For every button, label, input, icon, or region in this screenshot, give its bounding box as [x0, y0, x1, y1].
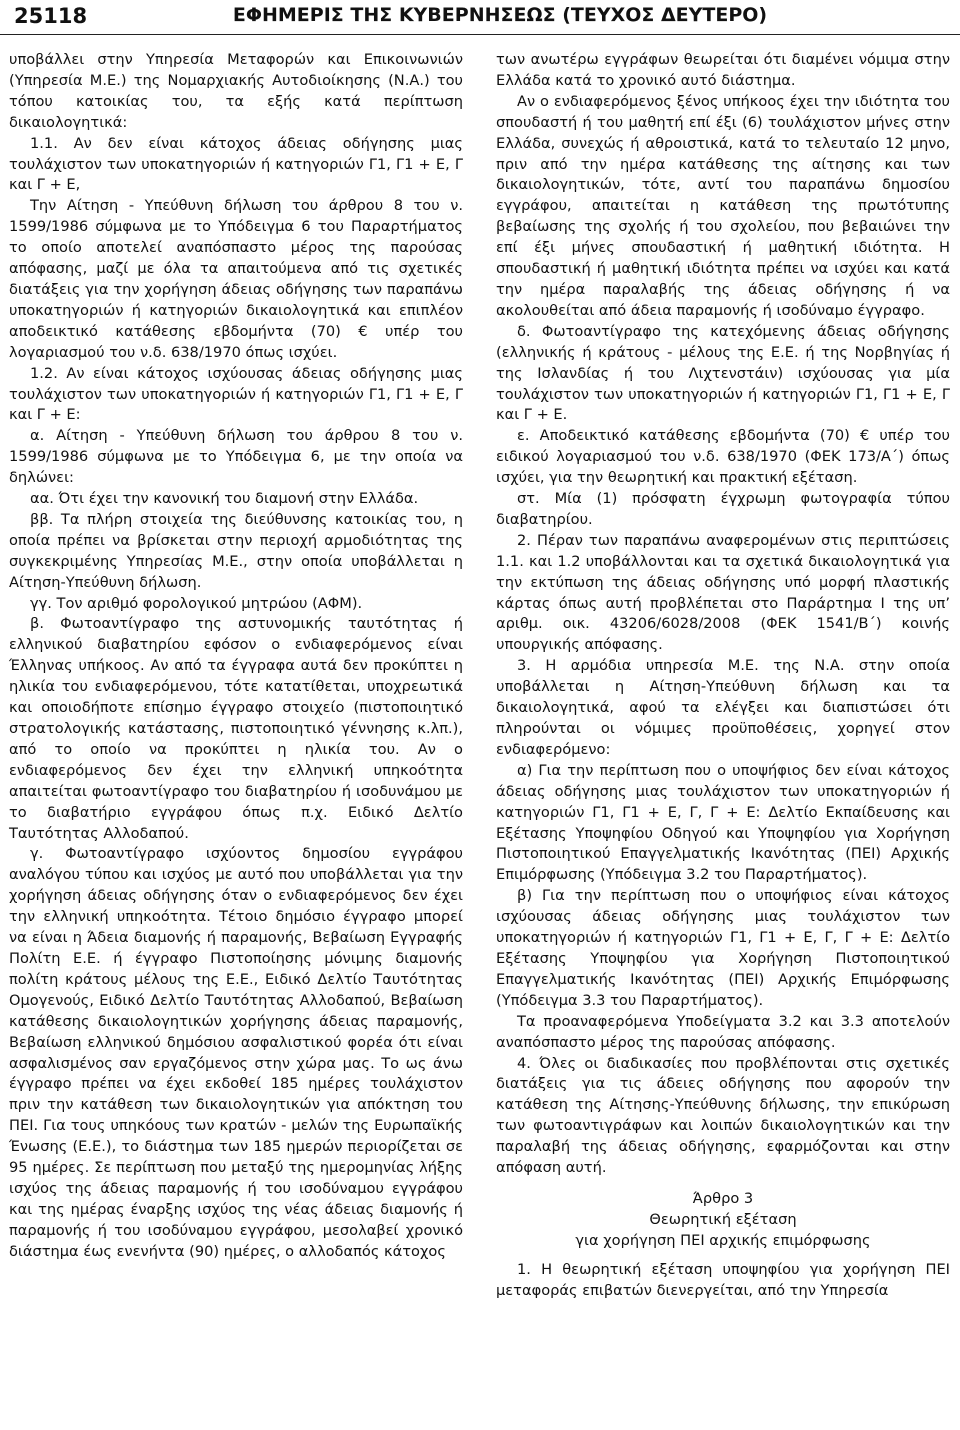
paragraph: 3. Η αρμόδια υπηρεσία Μ.Ε. της Ν.Α. στην οποία υποβάλλεται η Αίτηση-Υπεύθυνη δήλωση και τα δικαιολογητικά, αφού τα ελέγξει και διαπιστώσει ότι πληρούνται οι νόμιμες προϋποθέσεις, χορηγεί στον ενδιαφερόμενο:: [496, 657, 950, 758]
paragraph: δ. Φωτοαντίγραφο της κατεχόμενης άδειας οδήγησης (ελληνικής ή κράτους - μέλους της Ε.Ε. ή της Νορβηγίας ή της Ισλανδίας ή του Λιχτενστάιν) ισχύουσας για μία τουλάχιστον των υποκατηγοριών ή κατηγοριών Γ1, Γ1 + Ε, Γ και Γ + Ε.: [496, 322, 950, 424]
paragraph: Την Αίτηση - Υπεύθυνη δήλωση του άρθρου 8 του ν. 1599/1986 σύμφωνα με το Υπόδειγμα 6 του Παραρτήματος το οποίο αποτελεί αναπόσπαστο μέρος της παρούσας απόφασης, μαζί με όλα τα απαιτούμενα από τις σχετικές διατάξεις για την χορήγηση άδειας οδήγησης των παραπάνω υποκατηγοριών ή κατηγοριών δικαιολογητικά και επιπλέον αποδεικτικό κατάθεσης εβδομήντα (70) € υπέρ του λογαριασμού του ν.δ. 638/1970 όπως ισχύει.: [9, 197, 463, 361]
paragraph: 2. Πέραν των παραπάνω αναφερομένων στις περιπτώσεις 1.1. και 1.2 υποβάλλονται και τα σχετικά δικαιολογητικά για την εκτύπωση της άδειας οδήγησης υπό μορφή πλαστικής κάρτας όπως αυτή προβλέπεται στο Παράρτημα Ι της υπ’ αριθμ. οικ. 43206/6028/2008 (ΦΕΚ 1541/Β΄) κοινής υπουργικής απόφασης.: [496, 531, 950, 654]
paragraph: των ανωτέρω εγγράφων θεωρείται ότι διαμένει νόμιμα στην Ελλάδα κατά το χρονικό αυτό διάστημα.: [496, 51, 950, 89]
paragraph: 1.1. Αν δεν είναι κάτοχος άδειας οδήγησης μιας τουλάχιστον των υποκατηγοριών ή κατηγοριών Γ1, Γ1 + Ε, Γ και Γ + Ε,: [9, 134, 463, 194]
paragraph: β. Φωτοαντίγραφο της αστυνομικής ταυτότητας ή ελληνικού διαβατηρίου εφόσον ο ενδιαφερόμενος είναι Έλληνας υπήκοος. Αν από τα έγγραφα αυτά δεν προκύπτει η ηλικία του ενδιαφερόμενου, τότε κατατίθεται, υποχρεωτικά και οποιοδήποτε επίσημο έγγραφο στοιχείο (πιστοποιητικό στρατολογικής κατάστασης, πιστοποιητικό γέννησης κ.λπ.), από το οποίο να προκύπτει η ηλικία του. Αν ο ενδιαφερόμενος δεν έχει την ελληνική υπηκοότητα απαιτείται φωτοαντίγραφο του διαβατηρίου ή ισοδυνάμου με το διαβατήριο εγγράφου όπως π.χ. Ειδικό Δελτίο Ταυτότητας Αλλοδαπού.: [9, 615, 463, 842]
paragraph: ββ. Τα πλήρη στοιχεία της διεύθυνσης κατοικίας του, η οποία πρέπει να βρίσκεται στην περιοχή αρμοδιότητας της συγκεκριμένης Υπηρεσίας Μ.Ε., στην οποία υποβάλλεται η Αίτηση-Υπεύθυνη δήλωση.: [9, 510, 463, 591]
article-heading: [496, 1189, 950, 1252]
gazette-title: ΕΦΗΜΕΡΙΣ ΤΗΣ ΚΥΒΕΡΝΗΣΕΩΣ (ΤΕΥΧΟΣ ΔΕΥΤΕΡΟ): [232, 4, 768, 26]
paragraph: στ. Μία (1) πρόσφατη έγχρωμη φωτογραφία τύπου διαβατηρίου.: [496, 490, 950, 528]
paragraph: γ. Φωτοαντίγραφο ισχύοντος δημοσίου εγγράφου αναλόγου τύπου και ισχύος με αυτό που υποβάλλεται για την χορήγηση άδειας οδήγησης όταν ο ενδιαφερόμενος δεν έχει την ελληνική υπηκοότητα. Τέτοιο δημόσιο έγγραφο μπορεί να είναι η Άδεια διαμονής ή παραμονής, Βεβαίωση Εγγραφής Πολίτη Ε.Ε. ή έγγραφο Πιστοποίησης μόνιμης διαμονής πολίτη κράτους μέλους της Ε.Ε., Ειδικό Δελτίο Ταυτότητας Ομογενούς, Ειδικό Δελτίο Ταυτότητας Αλλοδαπού, Βεβαίωση κατάθεσης δικαιολογητικών χορήγησης άδειας παραμονής, Βεβαίωση ελληνικού δημόσιου ασφαλιστικού φορέα ότι είναι ασφαλισμένος σαν εργαζόμενος στην χώρα μας. Το ως άνω έγγραφο πρέπει να έχει εκδοθεί 185 ημέρες τουλάχιστον πριν την κατάθεση των δικαιολογητικών για απόκτηση του ΠΕΙ. Για τους υπηκόους των κρατών - μελών της Ευρωπαϊκής Ένωσης (Ε.Ε.), το διάστημα των 185 ημερών περιορίζεται σε 95 ημέρες. Σε περίπτωση που μεταξύ της ημερομηνίας λήξης ισχύος της άδειας παραμονής ή του ισοδύναμου εγγράφου και της ημέρας έναρξης ισχύος της νέας άδειας διαμονής ή παραμονής ή του ισοδύναμου εγγράφου, μεσολαβεί χρονικό διάστημα έως ενενήντα (90) ημέρες, ο αλλοδαπός κάτοχος: [9, 845, 463, 1260]
paragraph: β) Για την περίπτωση που ο υποψήφιος είναι κάτοχος ισχύουσας άδειας οδήγησης μιας τουλάχιστον των υποκατηγοριών ή κατηγοριών Γ1, Γ1 + Ε, Γ, Γ + Ε: Δελτίο Εξέτασης Υποψηφίου για Χορήγηση Πιστοποιητικού Επαγγελματικής Ικανότητας (ΠΕΙ) Αρχικής Επιμόρφωσης (Υπόδειγμα 3.3 του Παραρτήματος).: [496, 887, 950, 1009]
header-rule: [0, 34, 960, 35]
paragraph: αα. Ότι έχει την κανονική του διαμονή στην Ελλάδα.: [30, 490, 419, 508]
paragraph: Αν ο ενδιαφερόμενος ξένος υπήκοος έχει την ιδιότητα του σπουδαστή ή του μαθητή επί έξι (6) τουλάχιστον μήνες στην Ελλάδα, συνεχώς ή αθροιστικά, κατά το τελευταίο 12 μηνο, πριν από την ημέρα κατάθεσης της αίτησης και των δικαιολογητικών, τότε, αντί του παραπάνω δημοσίου εγγράφου, απαιτείται η κατάθεση της πρωτότυπης βεβαίωσης της σχολής ή του σχολείου, που βεβαιώνει την επί έξι μήνες σπουδαστική ή μαθητική ιδιότητα. Η σπουδαστική ή μαθητική ιδιότητα πρέπει να ισχύει και κατά την ημέρα παραλαβής της άδειας οδήγησης ή να ακολουθείται από άδεια παραμονής ή ισοδύναμο έγγραφο.: [496, 92, 950, 319]
paragraph: 4. Όλες οι διαδικασίες που προβλέπονται στις σχετικές διατάξεις για τις άδειες οδήγησης που αφορούν την κατάθεση της Αίτησης-Υπεύθυνης δήλωσης, την επικύρωση των φωτοαντιγράφων και λοιπών δικαιολογητικών και την παραλαβή της άδειας οδήγησης, εφαρμόζονται και στην απόφαση αυτή.: [496, 1054, 950, 1177]
paragraph: Τα προαναφερόμενα Υποδείγματα 3.2 και 3.3 αποτελούν αναπόσπαστο μέρος της παρούσας απόφασης.: [496, 1012, 950, 1051]
paragraph: α) Για την περίπτωση που ο υποψήφιος δεν είναι κάτοχος άδειας οδήγησης μιας τουλάχιστον των υποκατηγοριών ή κατηγοριών Γ1, Γ1 + Ε, Γ, Γ + Ε: Δελτίο Εκπαίδευσης και Εξέτασης Υποψηφίου Οδηγού και Υποψηφίου για Χορήγηση Πιστοποιητικού Επαγγελματικής Ικανότητας (ΠΕΙ) Αρχικής Επιμόρφωσης (Υπόδειγμα 3.2 του Παραρτήματος).: [496, 761, 950, 884]
right-column: [496, 50, 950, 1301]
paragraph: ε. Αποδεικτικό κατάθεσης εβδομήντα (70) € υπέρ του ειδικού λογαριασμού του ν.δ. 638/1970 (ΦΕΚ 173/Α΄) όπως ισχύει, για την θεωρητική και πρακτική εξέταση.: [496, 427, 950, 487]
paragraph: 1. Η θεωρητική εξέταση υποψηφίου για χορήγηση ΠΕΙ μεταφοράς επιβατών διενεργείται, από την Υπηρεσία: [496, 1260, 950, 1299]
article-subtitle: για χορήγηση ΠΕΙ αρχικής επιμόρφωσης: [575, 1231, 871, 1249]
page-header: [0, 0, 960, 36]
paragraph: υποβάλλει στην Υπηρεσία Μεταφορών και Επικοινωνιών (Υπηρεσία Μ.Ε.) της Νομαρχιακής Αυτοδιοίκησης (Ν.Α.) του τόπου κατοικίας του, τα εξής κατά περίπτωση δικαιολογητικά:: [9, 51, 463, 131]
paragraph: γγ. Τον αριθμό φορολογικού μητρώου (ΑΦΜ).: [30, 594, 363, 612]
left-column: [9, 50, 463, 1263]
paragraph: 1.2. Αν είναι κάτοχος ισχύουσας άδειας οδήγησης μιας τουλάχιστον των υποκατηγοριών ή κατηγοριών Γ1, Γ1 + Ε, Γ και Γ + Ε:: [9, 364, 463, 424]
page-number: 25118: [14, 4, 88, 28]
paragraph: α. Αίτηση - Υπεύθυνη δήλωση του άρθρου 8 του ν. 1599/1986 σύμφωνα με το Υπόδειγμα 6, με την οποία να δηλώνει:: [9, 427, 463, 487]
article-title: Θεωρητική εξέταση: [649, 1210, 797, 1228]
article-number: Άρθρο 3: [692, 1189, 754, 1207]
